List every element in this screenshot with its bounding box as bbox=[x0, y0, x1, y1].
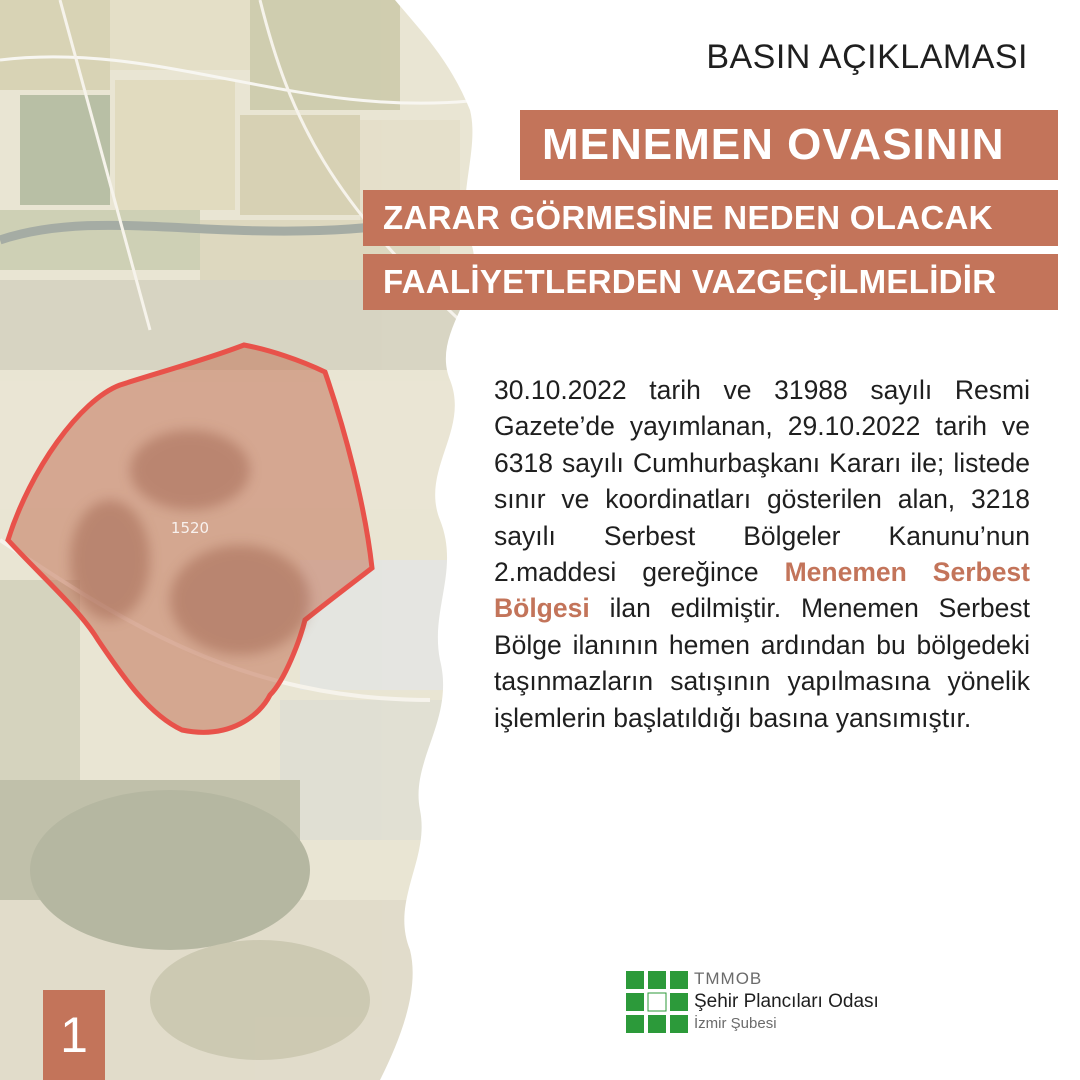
grid-logo-icon bbox=[626, 971, 688, 1033]
page-number-badge: 1 bbox=[43, 990, 105, 1080]
title-line-3: FAALİYETLERDEN VAZGEÇİLMELİDİR bbox=[363, 254, 1058, 310]
logo-branch: İzmir Şubesi bbox=[694, 1015, 777, 1032]
body-text-part-2: ilan edilmiştir. Menemen Serbest Bölge ilanının hemen ardından bu bölgedeki taşınmazların satışının yapılmasına yönelik işlemlerin başlatıldığı basına yansımıştır. bbox=[494, 593, 1030, 733]
logo-name: Şehir Plancıları Odası bbox=[694, 991, 879, 1012]
highlighted-term: Menemen Serbest Bölgesi bbox=[494, 557, 1030, 624]
title-line-2: ZARAR GÖRMESİNE NEDEN OLACAK bbox=[363, 190, 1058, 246]
body-text-part-1: 30.10.2022 tarih ve 31988 sayılı Resmi Gazete’de yayımlanan, 29.10.2022 tarih ve 6318 sayılı Cumhurbaşkanı Kararı ile; listede sınır ve koordinatları gösterilen alan, 3218 sayılı Serbest Bölgeler Kanunu’nun 2.maddesi gereğince bbox=[494, 375, 1030, 588]
parcel-label: 1520 bbox=[170, 519, 210, 537]
title-line-1: MENEMEN OVASININ bbox=[520, 110, 1058, 180]
body-paragraph bbox=[494, 372, 1030, 736]
press-release-kicker: BASIN AÇIKLAMASI bbox=[706, 38, 1028, 76]
logo-text bbox=[694, 968, 879, 1034]
organization-logo bbox=[626, 968, 926, 1038]
logo-org: TMMOB bbox=[694, 969, 763, 988]
